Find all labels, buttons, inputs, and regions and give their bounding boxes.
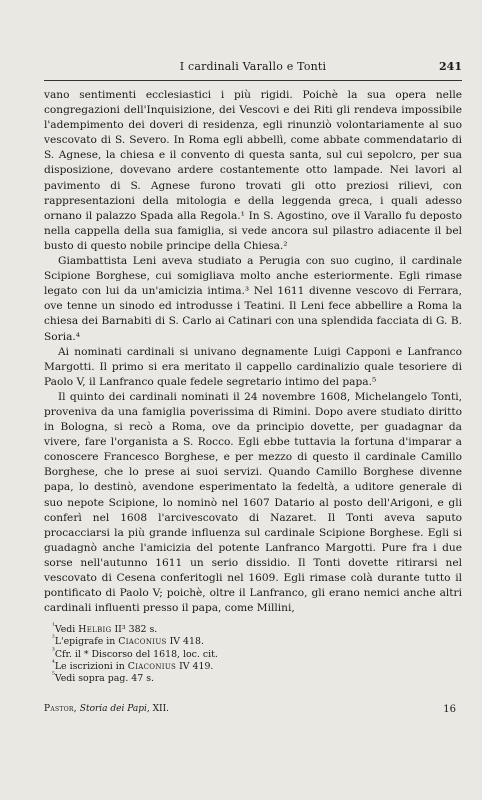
footnote [52, 658, 462, 673]
body-text [44, 88, 462, 616]
footnote-mark: ⁵ [52, 671, 55, 680]
footnote [52, 621, 462, 636]
footnote [52, 636, 462, 648]
signature-volume: XII. [152, 704, 169, 714]
footnote-ref: IV 419. [176, 660, 214, 672]
footnote [52, 673, 462, 685]
footnote-text: Vedi sopra pag. 47 s. [54, 673, 155, 685]
footnote-mark: ³ [52, 646, 55, 655]
footnotes [52, 621, 462, 685]
running-title: I cardinali Varallo e Tonti [179, 60, 327, 73]
paragraph: Il quinto dei cardinali nominati il 24 novembre 1608, Michelangelo Tonti, proveniva da una famiglia poverissima di Rimini. Dopo avere studiato diritto in Bologna, si recò a Roma, ove da principio dovette, per guadagnar da vivere, fare l'organista a S. Rocco. Egli ebbe tuttavia la fortuna d'imparar a conoscere Francesco Borghese, e per mezzo di questo il cardinale Camillo Borghese, che lo prese ai suoi servizi. Quando Camillo Borghese divenne papa, lo destinò, avendone esperimentato la fedeltà, a uditore generale di suo nepote Scipione, lo nominò nel 1607 Datario al posto dell'Arigoni, e gli conferì nel 1608 l'arcivescovato di Nazaret. Il Tonti aveva saputo procacciarsi la più grande influenza sul cardinale Scipione Borghese. Egli si guadagnò anche l'amicizia del potente Lanfranco Margotti. Pure fra i due sorse nell'autunno 1611 un serio dissidio. Il Tonti dovette ritirarsi nel vescovato di Cesena conferitogli nel 1609. Egli rimase colà durante tutto il pontificato di Paolo V; poichè, oltre il Lanfranco, gli erano nemici anche altri cardinali influenti presso il papa, come Millini, [44, 390, 462, 615]
footnote-mark: ¹ [52, 621, 55, 630]
signature-author: Pastor, [44, 704, 77, 714]
paragraph: Giambattista Leni aveva studiato a Perugia con suo cugino, il cardinale Scipione Borghese, cui somigliava molto anche esteriormente. Egli rimase legato con lui da un'amicizia intima.³ Nel 1611 divenne vescovo di Ferrara, ove tenne un sinodo ed introdusse i Teatini. Il Leni fece abbellire a Roma la chiesa dei Barnabiti di S. Carlo ai Catinari con una splendida facciata di G. B. Soria.⁴ [44, 255, 462, 343]
footnote-text: Cfr. il * Discorso del 1618, loc. cit. [54, 648, 218, 660]
running-head [44, 60, 462, 76]
signature-line [44, 704, 169, 714]
footnote-text: Vedi [54, 624, 79, 635]
page-footer [44, 704, 462, 718]
signature-work: Storia dei Papi, [79, 704, 150, 714]
paragraph: Ai nominati cardinali si univano degnamente Luigi Capponi e Lanfranco Margotti. Il primo si era meritato il cappello cardinalizio quale tesoriere di Paolo V, il Lanfranco quale fedele segretario intimo del papa.⁵ [44, 345, 462, 388]
footnote-text: Le iscrizioni in [54, 660, 128, 672]
footnote-ref: IV 418. [166, 636, 204, 648]
footnote-ref: II³ 382 s. [111, 624, 158, 635]
page-number: 241 [439, 60, 462, 73]
paragraph: vano sentimenti ecclesiastici i più rigidi. Poichè la sua opera nelle congregazioni dell'Inquisizione, dei Vescovi e dei Riti gli rendeva impossibile l'adempimento dei doveri di residenza, egli rinunziò volontariamente al suo vescovato di S. Severo. In Roma egli abbellì, come abbate commendatario di S. Agnese, la chiesa e il convento di questa santa, sul cui sepolcro, per sua disposizione, dovevano ardere costantemente otto lampade. Nei lavori al pavimento di S. Agnese furono trovati gli otto preziosi rilievi, con rappresentazioni della mitologia e della leggenda greca, i quali adesso ornano il palazzo Spada alla Regola.¹ In S. Agostino, ove il Varallo fu deposto nella cappella della sua famiglia, si vede ancora sul pilastro adiacente il bel busto di questo nobile principe della Chiesa.² [44, 89, 462, 252]
footnote-author: Ciaconius [127, 660, 177, 672]
footnote-author: Ciaconius [118, 636, 167, 648]
header-rule [44, 80, 462, 81]
sheet-number: 16 [443, 704, 456, 715]
footnote-text: L'epigrafe in [54, 636, 119, 648]
footnote-author: Helbig [78, 624, 112, 635]
footnote [52, 646, 462, 661]
footnote-mark: ⁴ [52, 658, 55, 667]
footnote-mark: ² [52, 634, 55, 643]
